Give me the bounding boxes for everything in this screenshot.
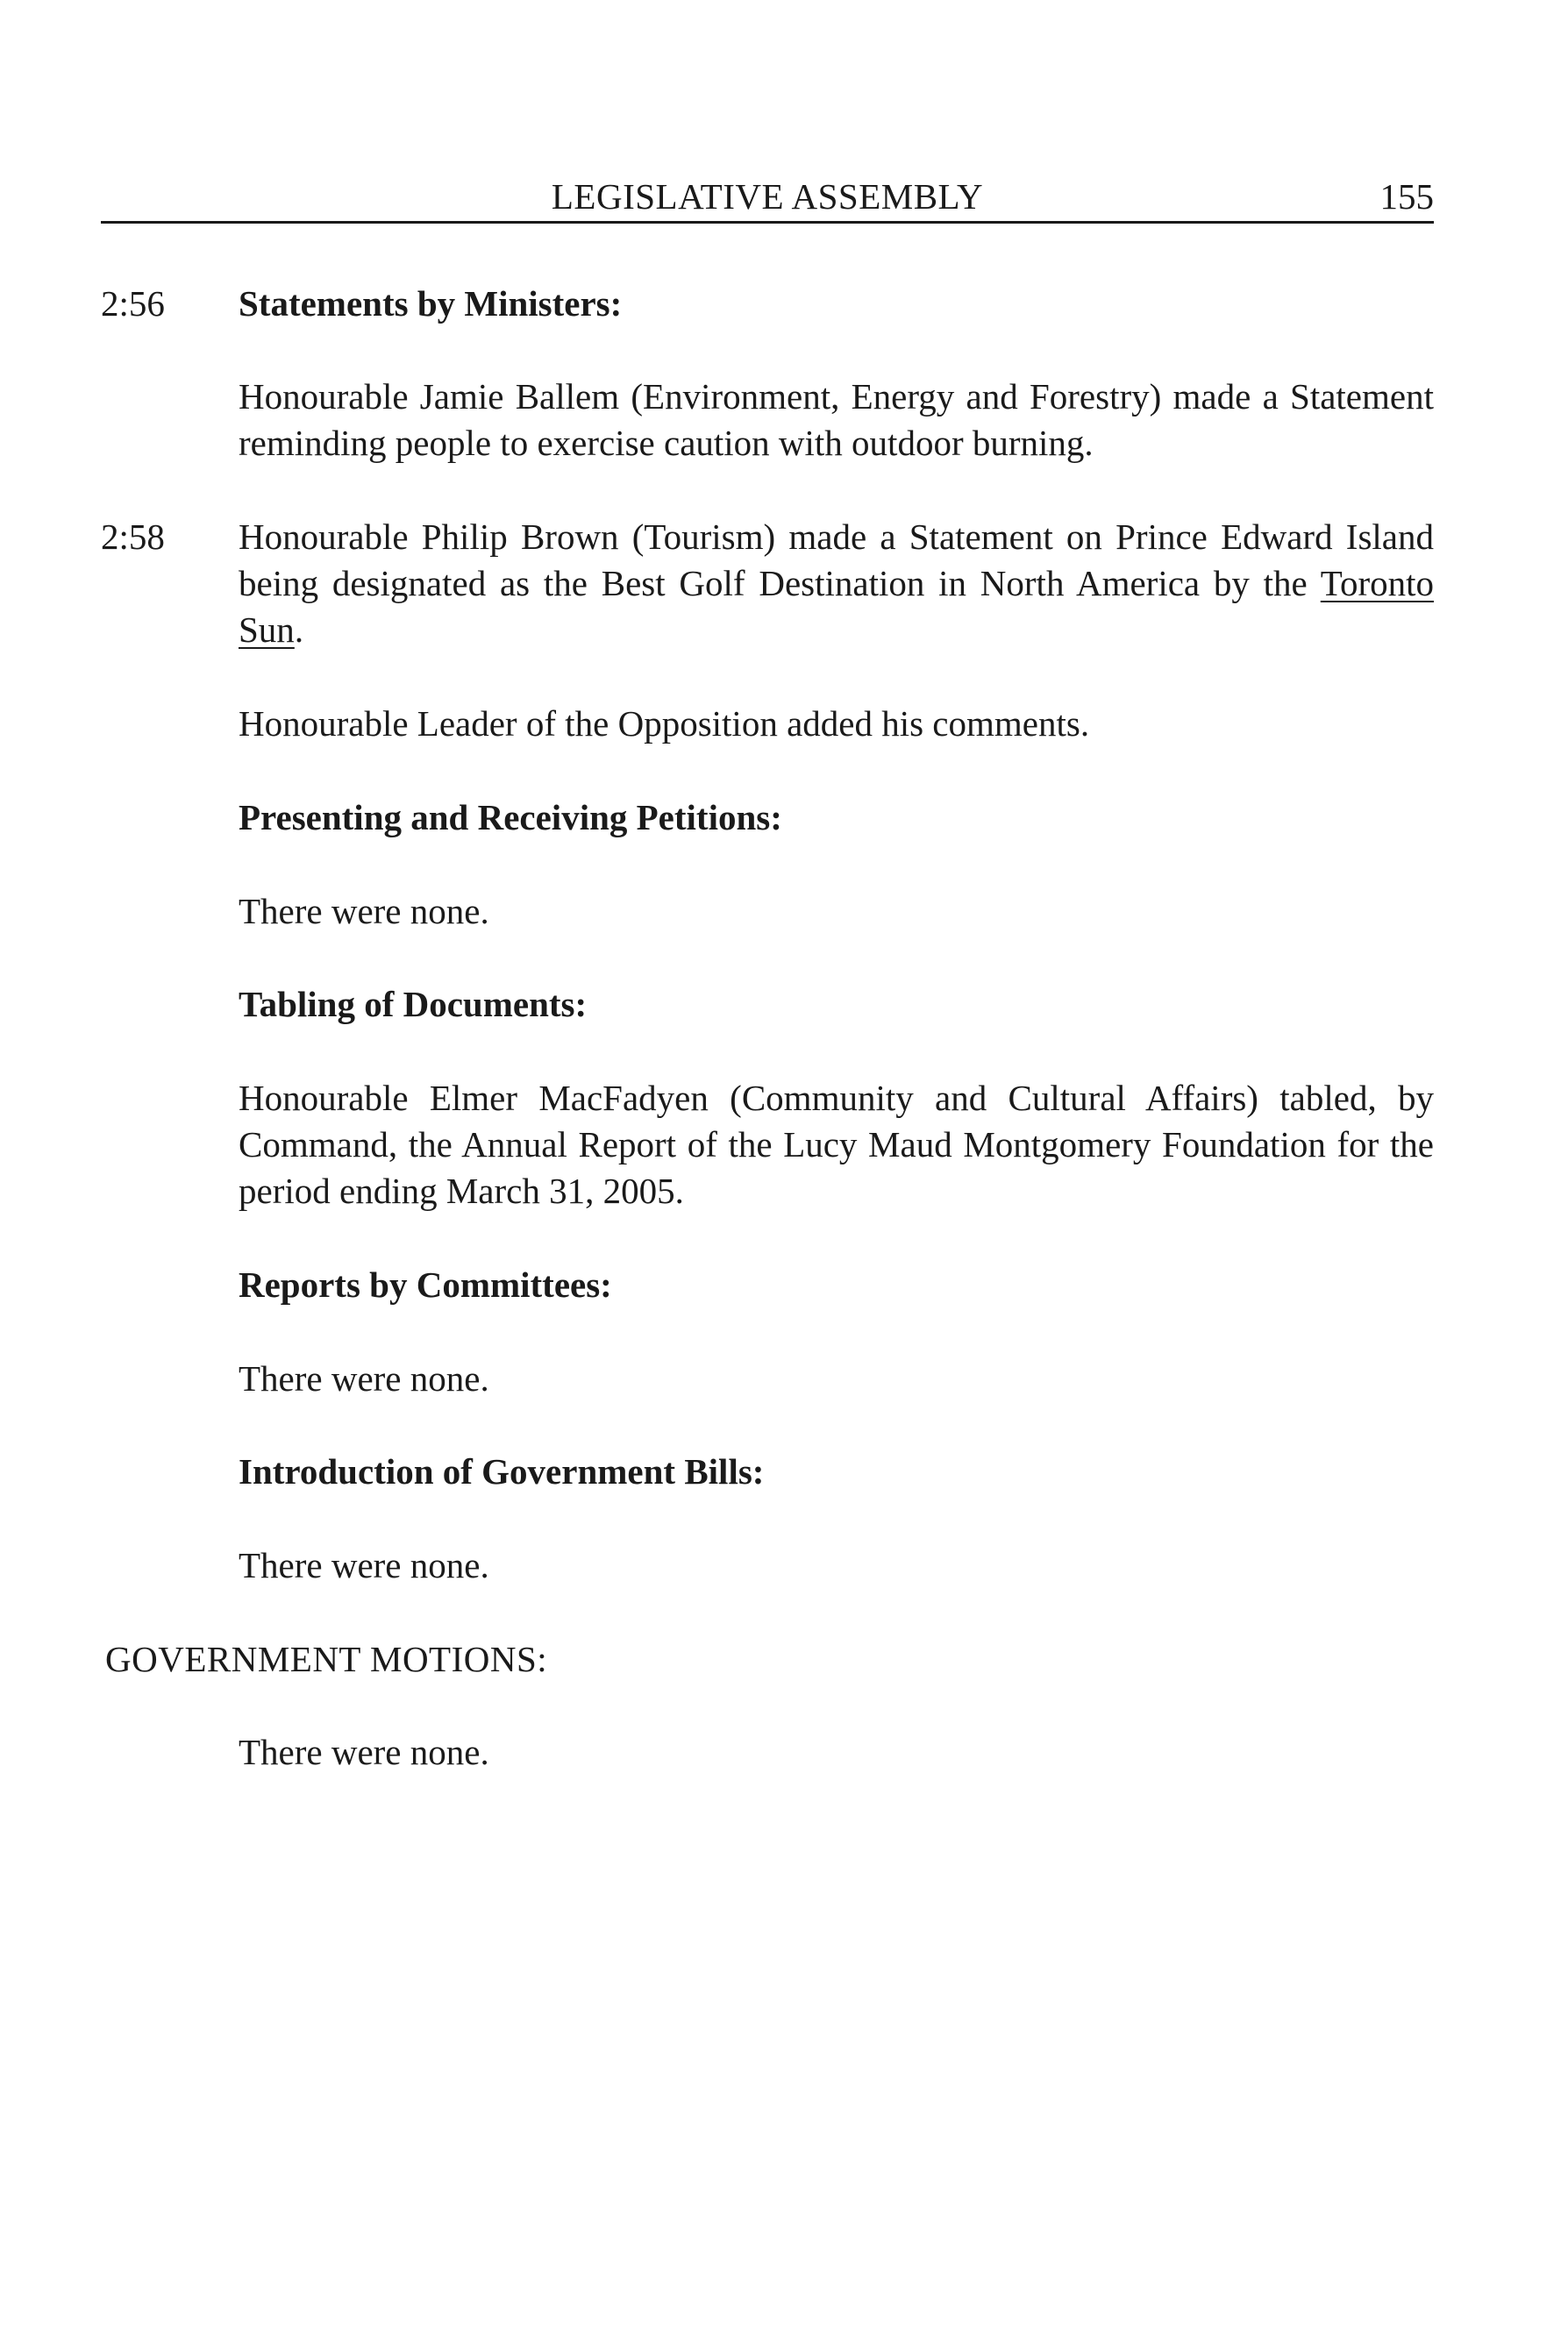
opposition-comment: Honourable Leader of the Opposition added his comments. bbox=[239, 703, 1090, 744]
running-header bbox=[101, 172, 1434, 224]
statement-brown-end: . bbox=[294, 609, 304, 650]
petitions-heading: Presenting and Receiving Petitions: bbox=[239, 797, 782, 837]
time-stamp-2: 2:58 bbox=[101, 516, 165, 557]
committees-text: There were none. bbox=[239, 1358, 489, 1399]
committees-heading: Reports by Committees: bbox=[239, 1264, 612, 1305]
statements-heading: Statements by Ministers: bbox=[239, 283, 623, 324]
time-stamp-1: 2:56 bbox=[101, 283, 165, 324]
bills-heading: Introduction of Government Bills: bbox=[239, 1451, 765, 1492]
publication-title: Toronto Sun bbox=[239, 563, 1434, 650]
government-motions-text: There were none. bbox=[239, 1732, 489, 1772]
petitions-text: There were none. bbox=[239, 891, 489, 931]
tabling-text: Honourable Elmer MacFadyen (Community and Cultural Affairs) tabled, by Command, the Annual Report of the Lucy Maud Montgomery Foundation for the period ending March 31, 2005. bbox=[239, 1078, 1434, 1211]
header-title: LEGISLATIVE ASSEMBLY bbox=[551, 176, 984, 217]
statement-brown bbox=[239, 514, 1434, 653]
tabling-heading: Tabling of Documents: bbox=[239, 984, 588, 1024]
statement-brown-text: Honourable Philip Brown (Tourism) made a Statement on Prince Edward Island being designated as the Best Golf Destination in North America by the bbox=[239, 516, 1434, 603]
government-motions-heading: GOVERNMENT MOTIONS: bbox=[105, 1639, 548, 1679]
statement-ballem: Honourable Jamie Ballem (Environment, Energy and Forestry) made a Statement reminding people to exercise caution with outdoor burning. bbox=[239, 376, 1434, 463]
bills-text: There were none. bbox=[239, 1545, 489, 1585]
page-number: 155 bbox=[1379, 176, 1434, 217]
